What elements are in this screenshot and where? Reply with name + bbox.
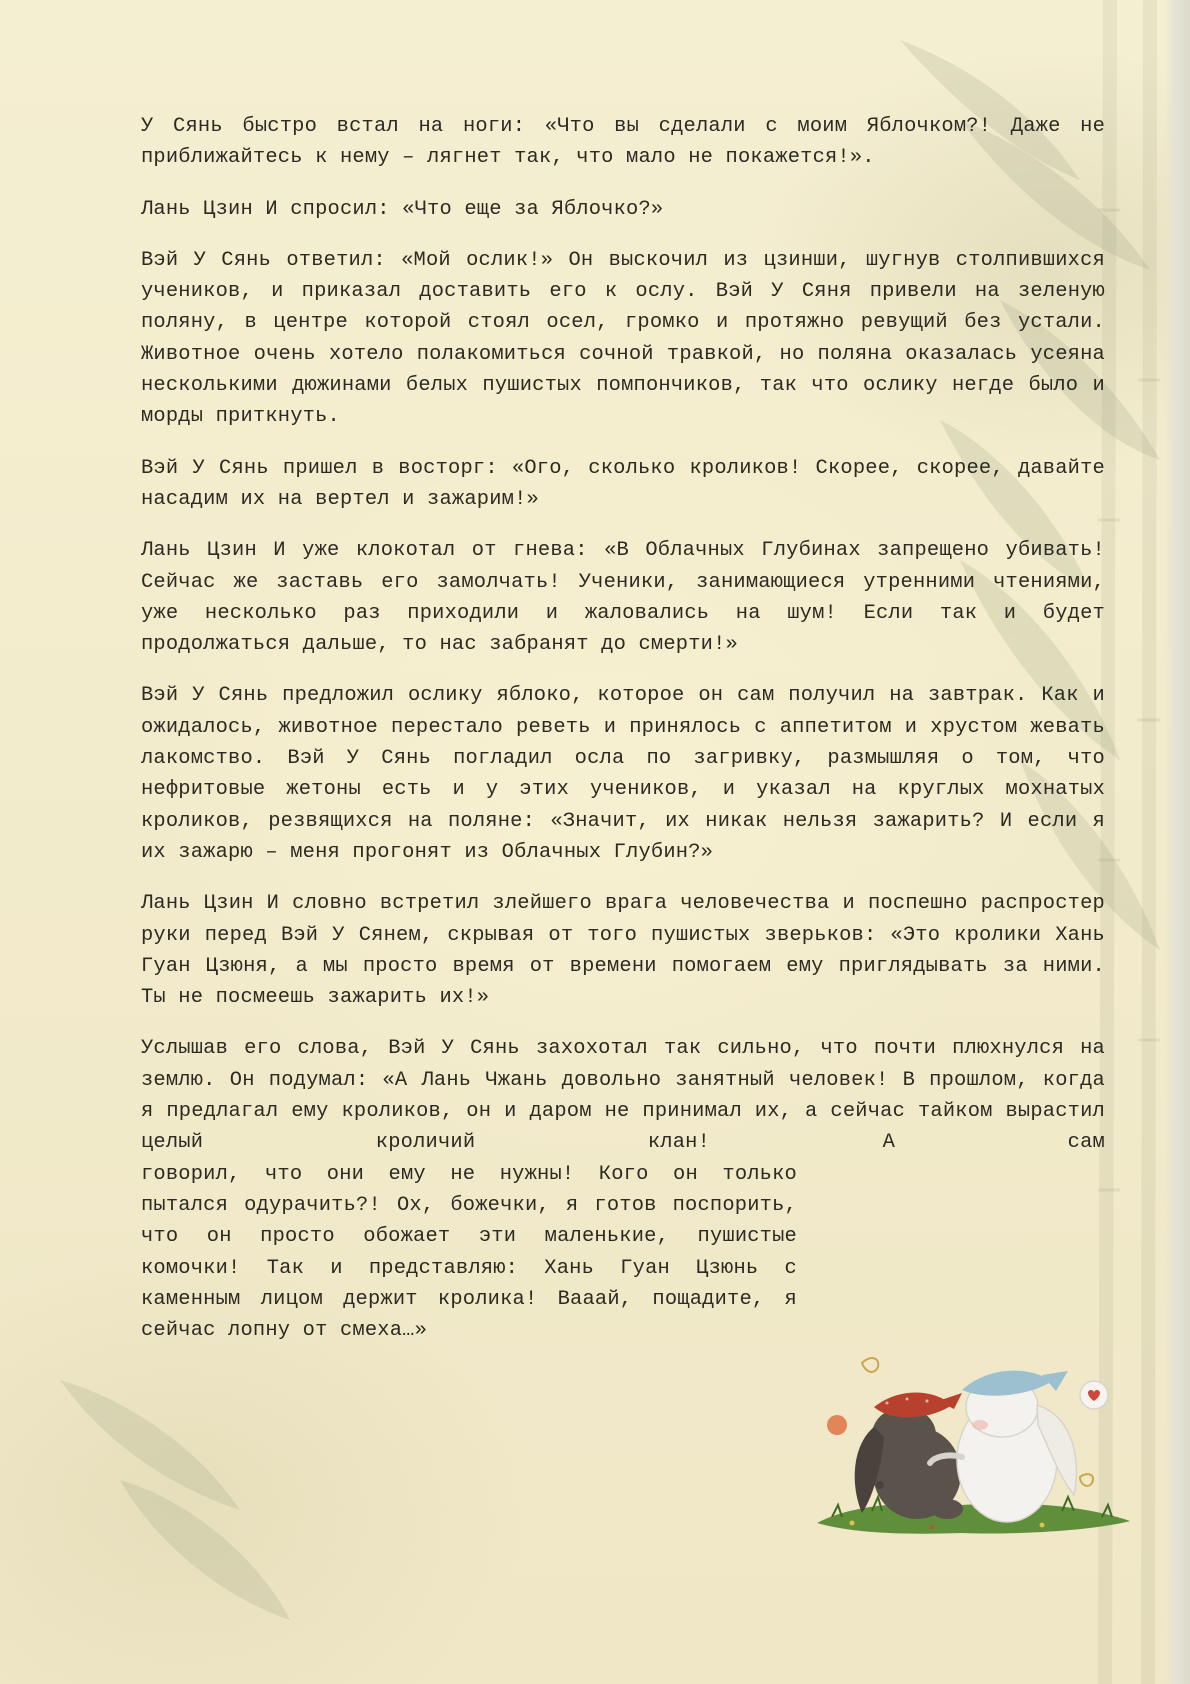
bunnies-illustration: [812, 1345, 1132, 1535]
paragraph: У Сянь быстро встал на ноги: «Что вы сделали с моим Яблочком?! Даже не приближайтесь к нему – лягнет так, что мало не покажется!».: [141, 115, 1105, 170]
paragraph: Лань Цзин И уже клокотал от гнева: «В Облачных Глубинах запрещено убивать! Сейчас же заставь его замолчать! Ученики, занимающиеся утренними чтениями, уже несколько раз приходили и жаловались на шум! Если так и будет продолжаться дальше, то нас забранят до смерти!»: [141, 539, 1105, 657]
paragraph: Лань Цзин И словно встретил злейшего врага человечества и поспешно распростер руки перед Вэй У Сянем, скрывая от того пушистых зверьков: «Это кролики Хань Гуан Цзюня, а мы просто время от времени помогаем ему приглядывать за ними. Ты не посмеешь зажарить их!»: [141, 892, 1105, 1010]
black-bunny: [827, 1358, 963, 1519]
final-paragraph-full-width-part: Услышав его слова, Вэй У Сянь захохотал так сильно, что почти плюхнулся на землю. Он подумал: «А Лань Чжань довольно занятный человек! В прошлом, когда я предлагал ему кроликов, он и даром не принимал их, а сейчас тайком вырастил целый кроличий клан! А сам: [141, 1037, 1105, 1155]
final-paragraph: [141, 1033, 1105, 1346]
paragraph: Вэй У Сянь предложил ослику яблоко, которое он сам получил на завтрак. Как и ожидалось, животное перестало реветь и принялось с аппетитом и хрустом жевать лакомство. Вэй У Сянь погладил осла по загривку, размышляя о том, что нефритовые жетоны есть и у этих учеников, и указал на круглых мохнатых кроликов, резвящихся на поляне: «Значит, их никак нельзя зажарить? И если я их зажарю – меня прогонят из Облачных Глубин?»: [141, 684, 1105, 864]
document-body: [141, 111, 1105, 1346]
paragraph: Лань Цзин И спросил: «Что еще за Яблочко?»: [141, 197, 664, 221]
white-bunny: [930, 1371, 1108, 1522]
paragraph: Вэй У Сянь пришел в восторг: «Ого, сколько кроликов! Скорее, скорее, давайте насадим их на вертел и зажарим!»: [141, 456, 1105, 511]
final-paragraph-wrapped-part: говорил, что они ему не нужны! Кого он только пытался одурачить?! Ох, божечки, я готов поспорить, что он просто обожает эти маленькие, пушистые комочки! Так и представляю: Хань Гуан Цзюнь с каменным лицом держит кролика! Вааай, пощадите, я сейчас лопну от смеха…»: [141, 1162, 797, 1343]
paragraph: Вэй У Сянь ответил: «Мой ослик!» Он выскочил из цзинши, шугнув столпившихся учеников, и приказал доставить его к ослу. Вэй У Сяня привели на зеленую поляну, в центре которой стоял осел, громко и протяжно ревущий без устали. Животное очень хотело полакомиться сочной травкой, но поляна оказалась усеяна несколькими дюжинами белых пушистых помпончиков, так что ослику негде было и морды приткнуть.: [141, 248, 1105, 429]
page-edge-strip: [1164, 0, 1190, 1684]
